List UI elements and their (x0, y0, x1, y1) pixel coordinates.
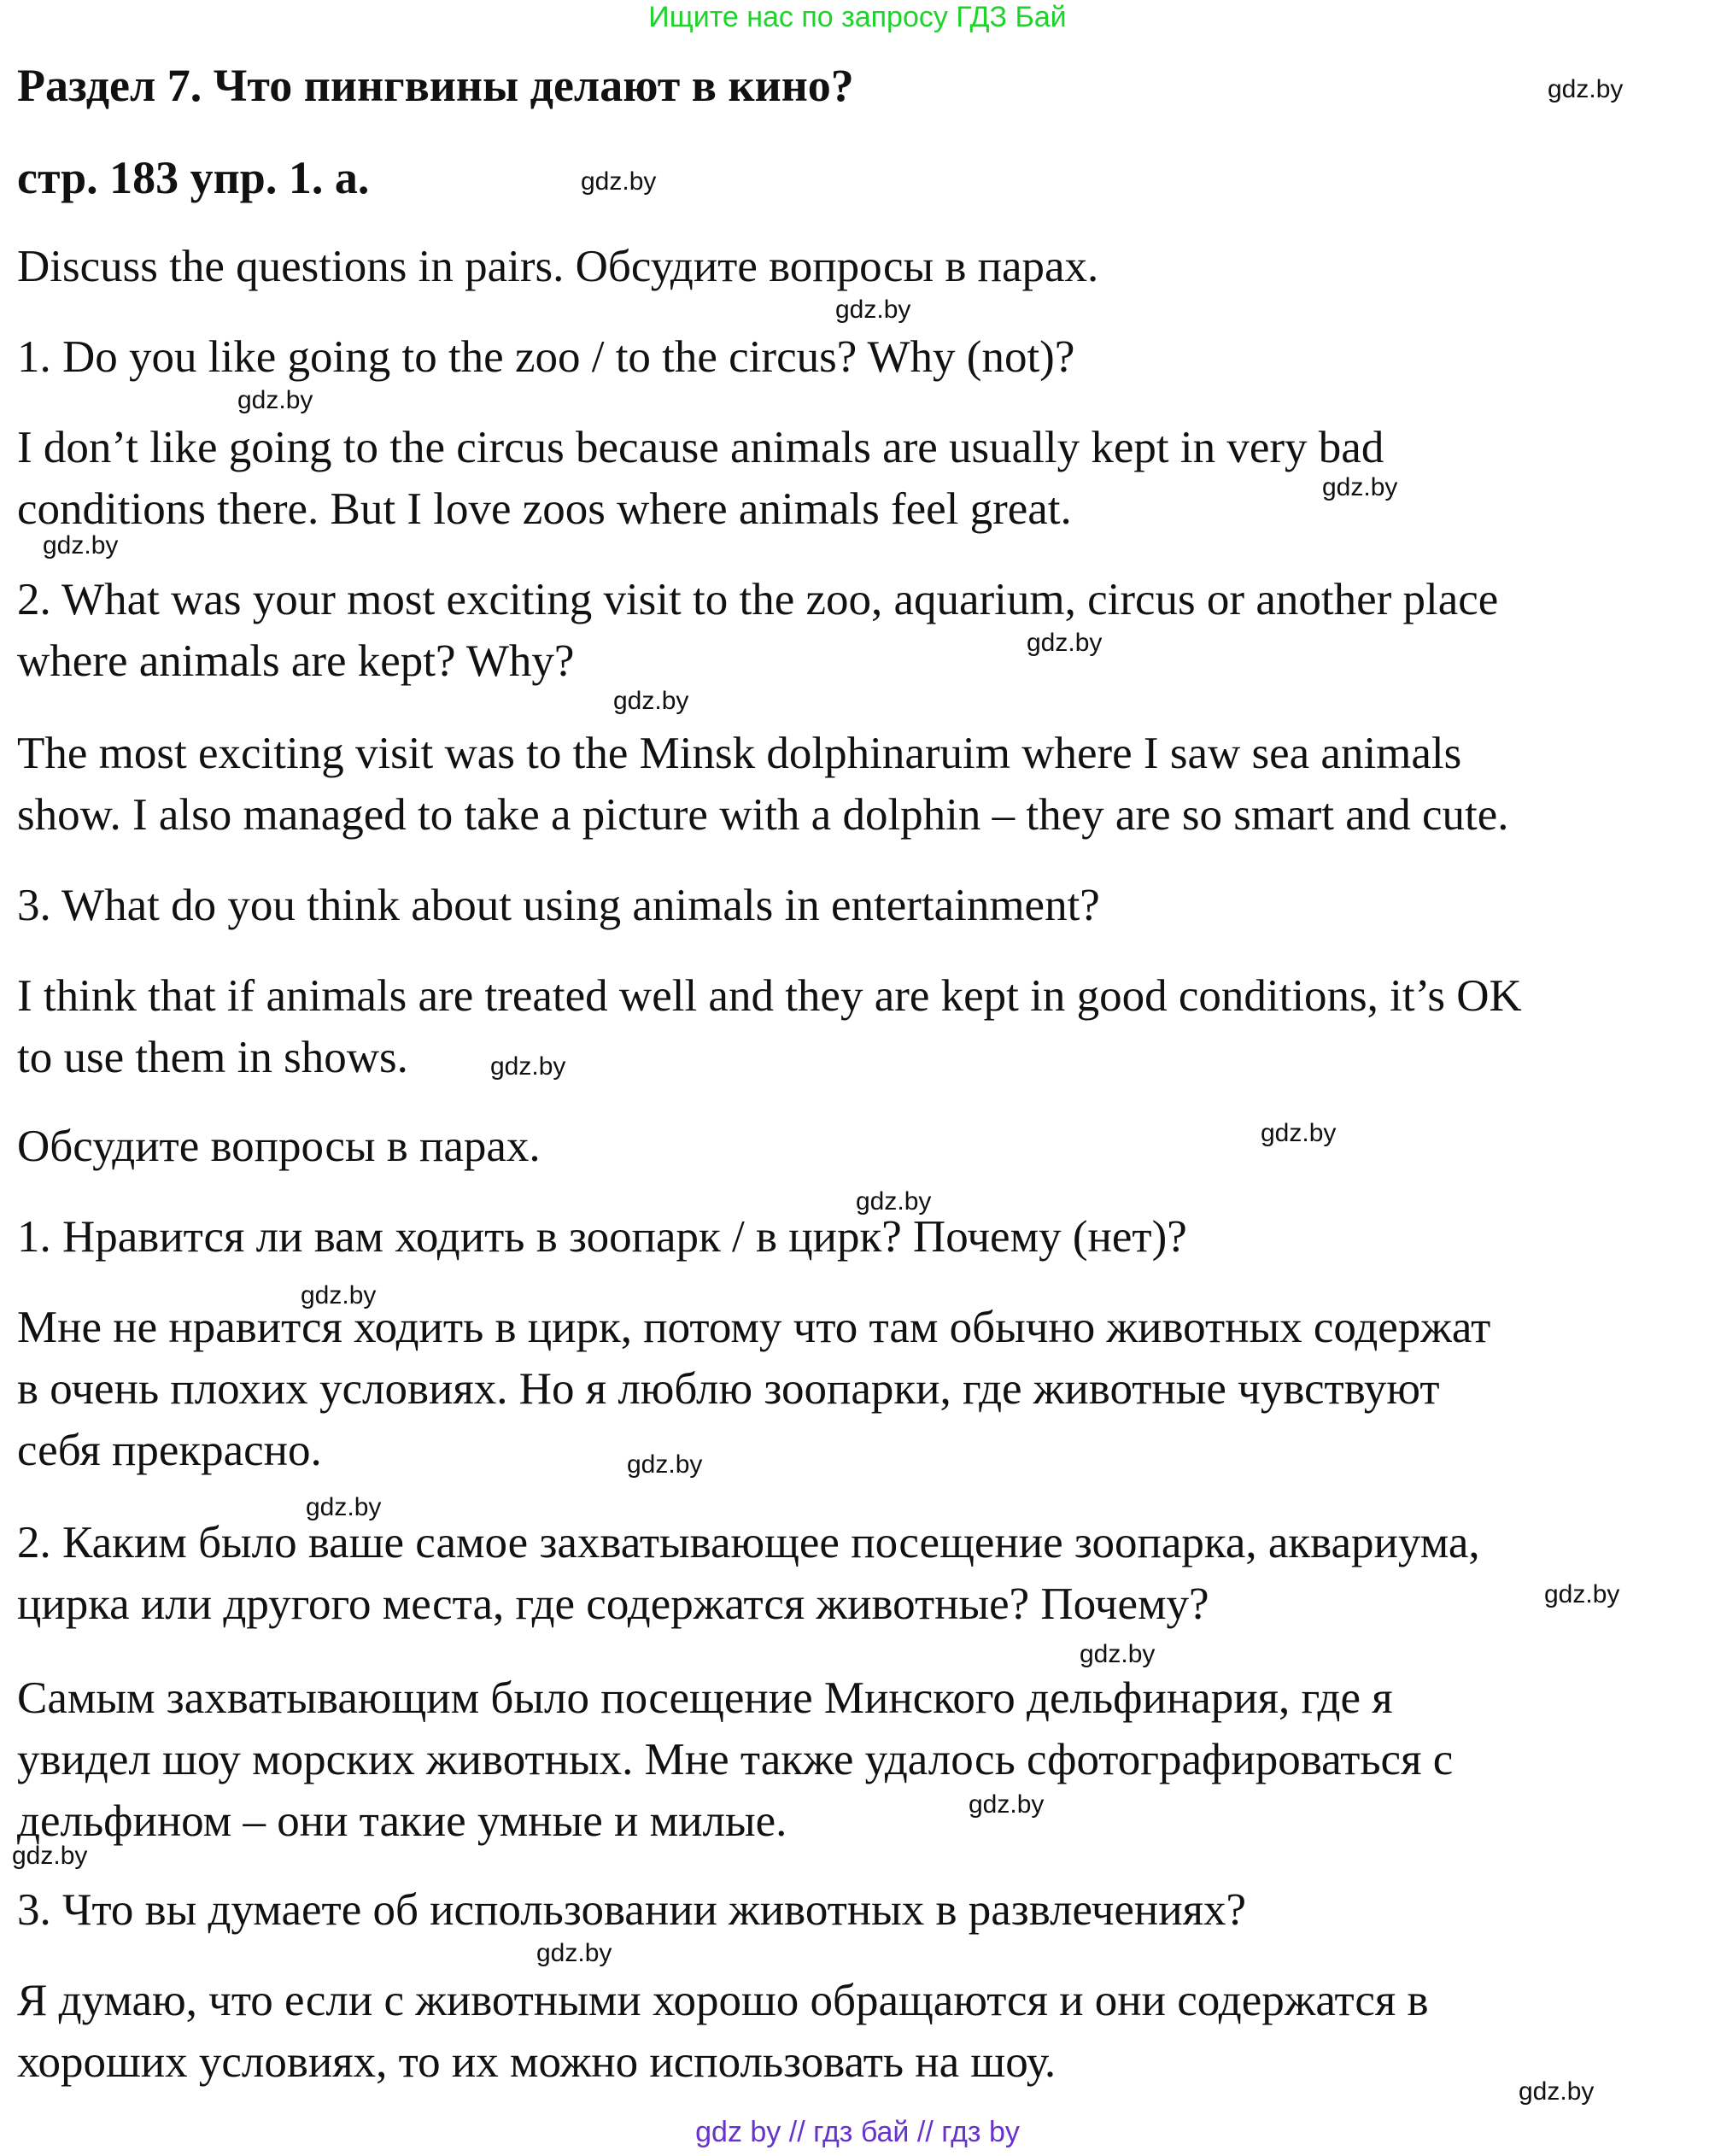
english-answer-2 (17, 723, 1704, 846)
question-line: where animals are kept? Why? (17, 636, 575, 686)
watermark: gdz.by (581, 167, 657, 196)
instruction-line: Discuss the questions in pairs. Обсудите вопросы в парах. (17, 242, 1099, 291)
english-question-2 (17, 569, 1704, 692)
instruction-line: Обсудите вопросы в парах. (17, 1122, 541, 1171)
answer-line: в очень плохих условиях. Но я люблю зоопарки, где животные чувствуют (17, 1364, 1440, 1414)
watermark: gdz.by (237, 386, 313, 414)
answer-line: conditions there. But I love zoos where animals feel great. (17, 484, 1072, 534)
question-line: 2. Каким было ваше самое захватывающее посещение зоопарка, аквариума, (17, 1518, 1480, 1567)
english-question-1 (17, 326, 1704, 388)
russian-question-2 (17, 1512, 1704, 1635)
english-answer-1 (17, 417, 1704, 540)
watermark: gdz.by (301, 1281, 377, 1309)
english-instruction (17, 236, 1704, 297)
watermark: gdz.by (490, 1052, 566, 1081)
answer-line: The most exciting visit was to the Minsk dolphinaruim where I saw sea animals (17, 729, 1462, 778)
russian-instruction (17, 1116, 1704, 1177)
english-question-3 (17, 875, 1704, 936)
search-banner[interactable]: Ищите нас по запросу ГДЗ Бай (648, 1, 1067, 33)
watermark: gdz.by (1519, 2077, 1595, 2106)
watermark: gdz.by (613, 687, 689, 715)
watermark: gdz.by (536, 1939, 612, 1967)
answer-line: себя прекрасно. (17, 1426, 322, 1475)
watermark: gdz.by (856, 1187, 932, 1216)
watermark: gdz.by (12, 1842, 88, 1870)
watermark: gdz.by (1027, 629, 1103, 657)
question-line: 1. Нравится ли вам ходить в зоопарк / в цирк? Почему (нет)? (17, 1212, 1187, 1262)
question-line: 3. Что вы думаете об использовании животных в развлечениях? (17, 1885, 1247, 1935)
answer-line: дельфином – они такие умные и милые. (17, 1796, 787, 1846)
question-line: 3. What do you think about using animals in entertainment? (17, 881, 1100, 930)
watermark: gdz.by (43, 531, 119, 560)
watermark: gdz.by (627, 1450, 703, 1479)
russian-answer-2 (17, 1667, 1704, 1852)
watermark: gdz.by (969, 1790, 1045, 1819)
footer-links[interactable]: gdz by // гдз бай // гдз by (695, 2116, 1020, 2148)
answer-line: I think that if animals are treated well and they are kept in good conditions, it’s OK (17, 971, 1522, 1021)
russian-answer-3 (17, 1970, 1704, 2093)
watermark: gdz.by (835, 296, 911, 324)
section-title: Раздел 7. Что пингвины делают в кино? (17, 60, 854, 111)
answer-line: Мне не нравится ходить в цирк, потому что там обычно животных содержат (17, 1303, 1491, 1352)
answer-line: I don’t like going to the circus because animals are usually kept in very bad (17, 423, 1384, 472)
answer-line: Самым захватывающим было посещение Минского дельфинария, где я (17, 1673, 1393, 1723)
answer-line: to use them in shows. (17, 1033, 408, 1082)
watermark: gdz.by (1322, 473, 1398, 501)
watermark: gdz.by (306, 1493, 382, 1521)
watermark: gdz.by (1080, 1640, 1156, 1668)
question-line: цирка или другого места, где содержатся животные? Почему? (17, 1579, 1209, 1629)
watermark: gdz.by (1544, 1580, 1620, 1608)
english-answer-3 (17, 965, 1704, 1088)
answer-line: show. I also managed to take a picture with a dolphin – they are so smart and cute. (17, 790, 1509, 840)
watermark: gdz.by (1548, 75, 1624, 103)
russian-question-3 (17, 1879, 1704, 1941)
answer-line: увидел шоу морских животных. Мне также удалось сфотографироваться с (17, 1735, 1454, 1784)
russian-answer-1 (17, 1297, 1704, 1481)
watermark: gdz.by (1261, 1119, 1337, 1147)
question-line: 2. What was your most exciting visit to the zoo, aquarium, circus or another place (17, 575, 1499, 624)
question-line: 1. Do you like going to the zoo / to the circus? Why (not)? (17, 332, 1075, 382)
answer-line: Я думаю, что если с животными хорошо обращаются и они содержатся в (17, 1976, 1429, 2025)
answer-line: хороших условиях, то их можно использовать на шоу. (17, 2037, 1057, 2087)
exercise-title: стр. 183 упр. 1. а. (17, 152, 370, 203)
